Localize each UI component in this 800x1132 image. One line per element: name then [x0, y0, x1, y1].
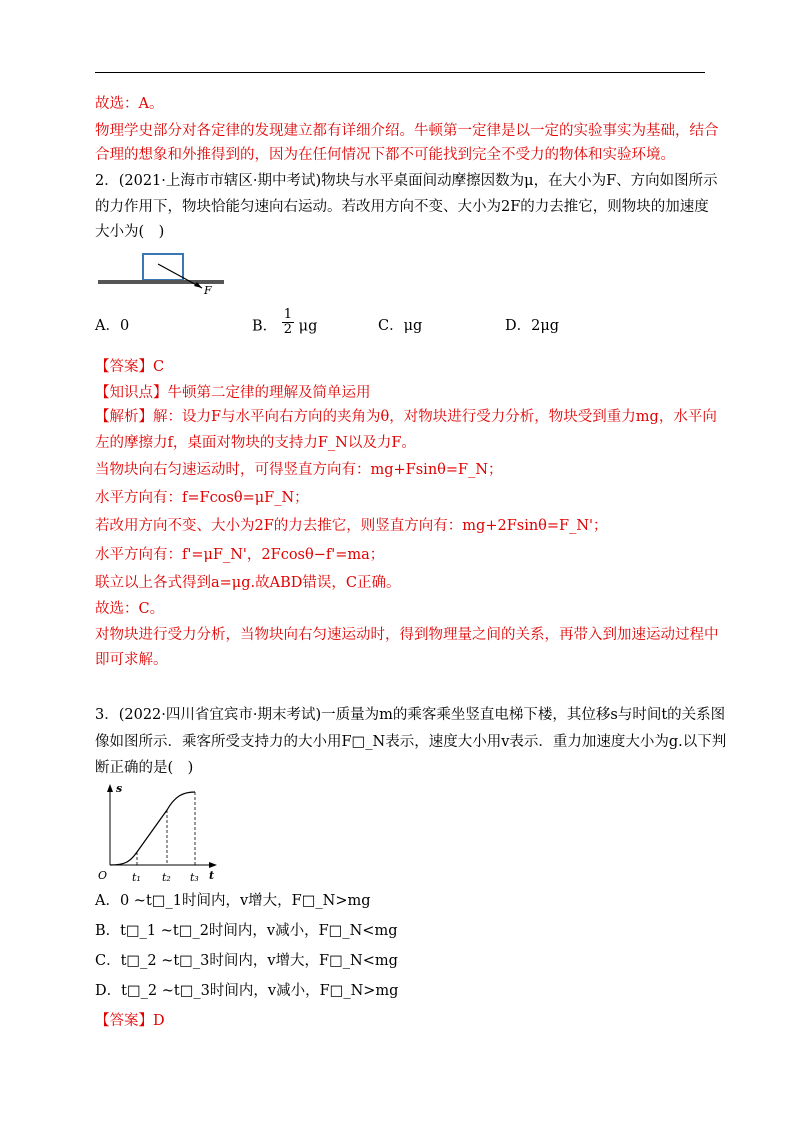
analysis-line: 若改用方向不变、大小为2F的力去推它，则竖直方向有：mg+2Fsinθ=F_N'； [95, 518, 608, 534]
analysis-line: 即可求解。 [95, 652, 168, 668]
option-b [252, 307, 318, 337]
q3-option-b: B．t□_1 ~t□_2时间内，v减小，F□_N<mg [95, 923, 398, 939]
analysis-line: 对物块进行受力分析，当物块向右匀速运动时，得到物理量之间的关系，再带入到加速运动过程中 [95, 627, 719, 643]
block-force-figure [98, 248, 228, 296]
analysis-line: 水平方向有：f=Fcosθ=μF_N； [95, 490, 309, 506]
s-t-curve [110, 792, 195, 865]
t1-label: t₁ [132, 871, 141, 884]
question-3-line: 像如图所示．乘客所受支持力的大小用F□_N表示，速度大小用v表示．重力加速度大小为g.以下判 [95, 734, 727, 750]
option-c: C．μg [378, 318, 423, 334]
knowledge-line: 【知识点】牛顿第二定律的理解及简单运用 [95, 385, 371, 401]
q3-option-a: A．0 ~t□_1时间内，v增大，F□_N>mg [95, 893, 371, 909]
analysis-line: 联立以上各式得到a=μg.故ABD错误，C正确。 [95, 575, 401, 591]
fraction-num: 1 [283, 307, 293, 322]
analysis-line: 【解析】解：设力F与水平向右方向的夹角为θ，对物块进行受力分析，物块受到重力mg，水平向 [95, 409, 717, 425]
option-a: A．0 [95, 318, 130, 334]
option-d: D．2μg [505, 318, 560, 334]
text-line: 故选：A。 [95, 96, 164, 112]
analysis-line: 当物块向右匀速运动时，可得竖直方向有：mg+Fsinθ=F_N； [95, 462, 503, 478]
answer-line: 【答案】C [95, 359, 165, 375]
s-label: s [116, 782, 123, 795]
analysis-line: 水平方向有：f'=μF_N'，2Fcosθ−f'=ma； [95, 547, 385, 563]
text-line: 合理的想象和外推得到的，因为在任何情况下都不可能找到完全不受力的物体和实验环境。 [95, 147, 675, 163]
fraction [282, 308, 294, 337]
t-label: t [209, 869, 215, 882]
analysis-line: 故选：C。 [95, 601, 165, 617]
question-3-line: 3．(2022·四川省宜宾市·期末考试)一质量为m的乘客乘坐竖直电梯下楼，其位移s与时间t的关系图 [95, 707, 726, 723]
t-axis-arrow [209, 862, 217, 868]
t3-label: t₃ [190, 871, 199, 884]
option-b-label: B． [252, 318, 278, 335]
question-2-line: 2．(2021·上海市市辖区·期中考试)物块与水平桌面间动摩擦因数为μ，在大小为F、方向如图所示 [95, 173, 718, 189]
analysis-line: 左的摩擦力f，桌面对物块的支持力F_N以及力F。 [95, 435, 416, 451]
q3-option-d: D．t□_2 ~t□_3时间内，v减小，F□_N>mg [95, 983, 399, 999]
force-label: F [204, 284, 212, 296]
s-axis-arrow [107, 784, 113, 792]
header-rule [95, 72, 705, 73]
fraction-den: 2 [283, 322, 293, 337]
t2-label: t₂ [162, 871, 171, 884]
answer-line: 【答案】D [95, 1013, 165, 1029]
option-b-tail: μg [298, 318, 318, 335]
question-2-line: 的力作用下，物块恰能匀速向右运动。若改用方向不变、大小为2F的力去推它，则物块的加速度 [95, 199, 709, 215]
text-line: 物理学史部分对各定律的发现建立都有详细介绍。牛顿第一定律是以一定的实验事实为基础，结合 [95, 123, 719, 139]
s-t-graph [95, 780, 225, 892]
question-3-line: 断正确的是( ) [95, 760, 194, 776]
question-2-line: 大小为( ) [95, 224, 165, 240]
origin-label: O [98, 869, 108, 882]
q3-option-c: C．t□_2 ~t□_3时间内，v增大，F□_N<mg [95, 953, 398, 969]
